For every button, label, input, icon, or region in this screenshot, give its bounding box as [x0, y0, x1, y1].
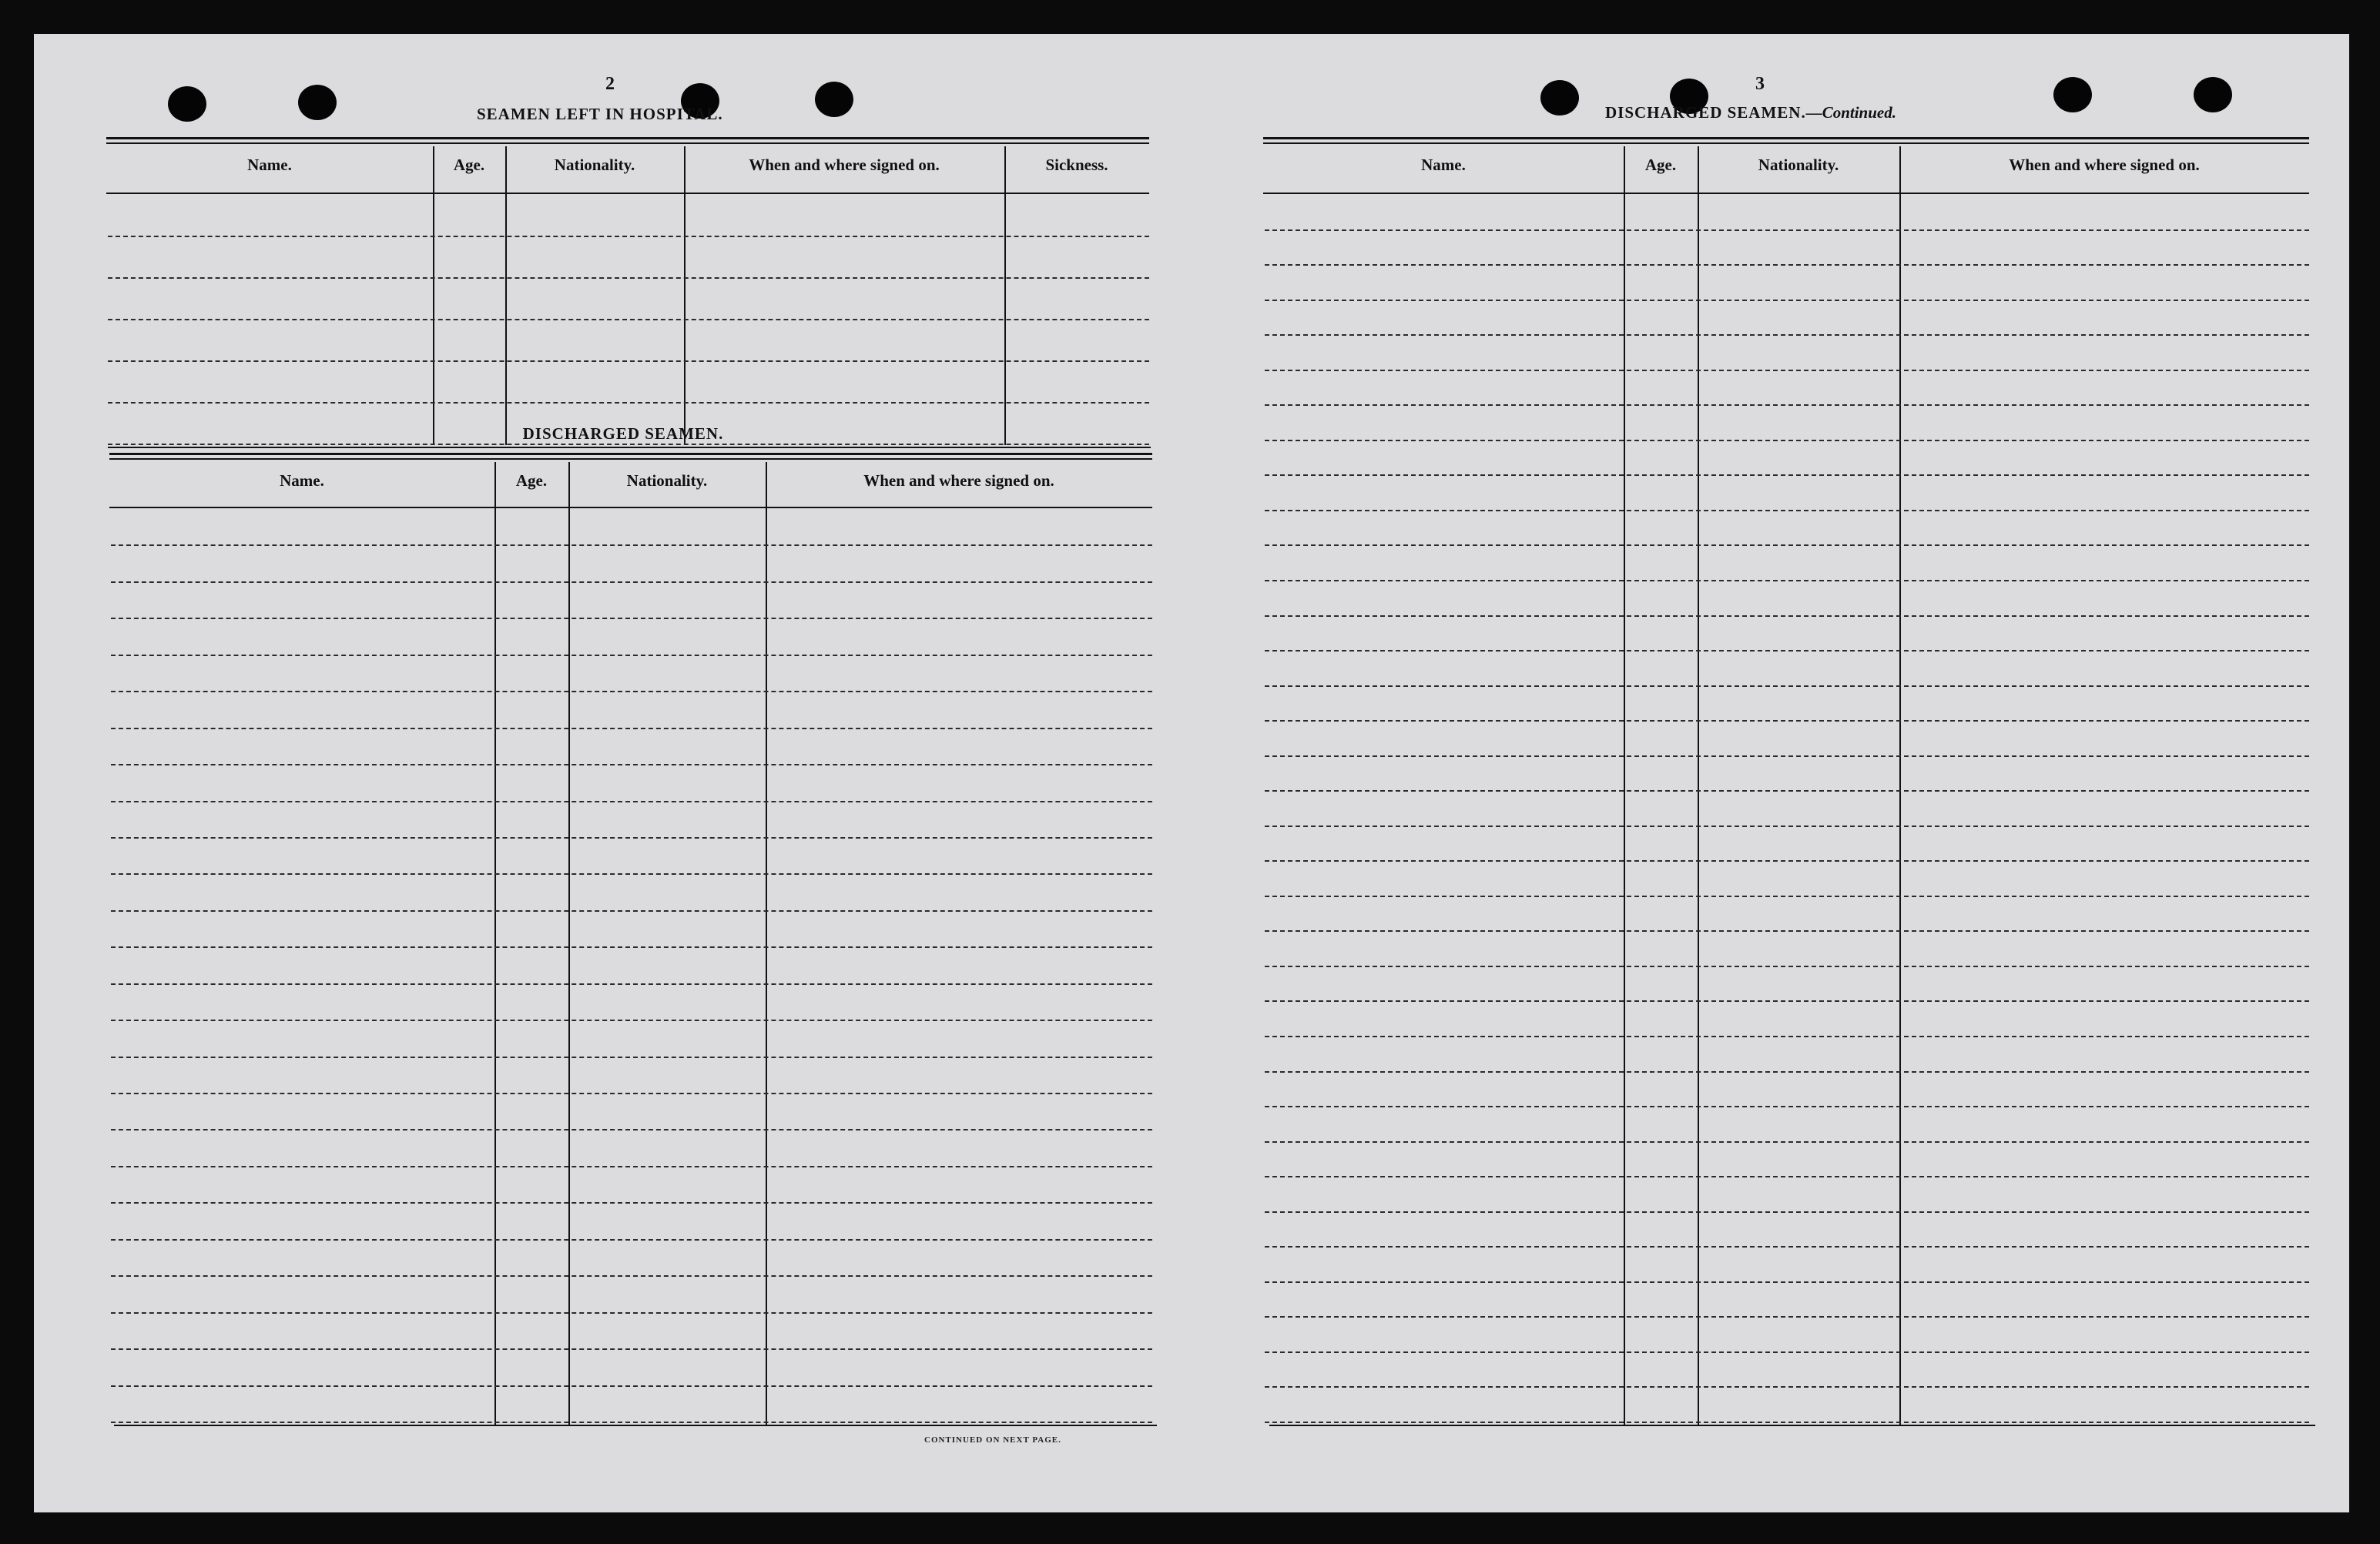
blank-entry-line: [1265, 790, 2309, 792]
hospital-col-divider: [1004, 146, 1006, 445]
hospital-header-name: Name.: [247, 156, 292, 174]
blank-entry-line: [1265, 1211, 2309, 1213]
blank-entry-line: [1265, 860, 2309, 862]
discharged-col-divider: [568, 462, 570, 1425]
blank-entry-line: [1265, 1106, 2309, 1107]
right-section-title-main: DISCHARGED SEAMEN.: [1605, 103, 1806, 122]
blank-entry-line: [1265, 334, 2309, 336]
blank-entry-line: [111, 655, 1152, 656]
blank-entry-line: [1265, 300, 2309, 301]
punch-hole: [298, 85, 337, 120]
blank-entry-line: [1265, 474, 2309, 476]
blank-entry-line: [1265, 826, 2309, 827]
blank-entry-line: [1265, 615, 2309, 617]
blank-entry-line: [1265, 720, 2309, 722]
blank-entry-line: [1265, 1176, 2309, 1177]
blank-entry-line: [111, 1385, 1152, 1387]
punch-hole: [815, 82, 853, 117]
blank-entry-line: [1265, 1036, 2309, 1037]
blank-entry-line: [111, 1057, 1152, 1058]
blank-entry-line: [111, 1129, 1152, 1130]
hospital-bottom-rule: [108, 447, 1151, 448]
discharged-header-nationality: Nationality.: [626, 471, 708, 490]
blank-entry-line: [111, 618, 1152, 619]
blank-entry-line: [111, 544, 1152, 546]
blank-entry-line: [111, 581, 1152, 583]
blank-entry-line: [111, 1020, 1152, 1021]
blank-entry-line: [1265, 440, 2309, 441]
blank-entry-line: [108, 444, 1149, 445]
blank-entry-line: [111, 983, 1152, 985]
right-section-title-suffix: —Continued.: [1805, 103, 1896, 122]
blank-entry-line: [1265, 1316, 2309, 1318]
hospital-header-sickness: Sickness.: [1045, 156, 1108, 174]
blank-entry-line: [111, 910, 1152, 912]
hospital-top-rule: [106, 137, 1149, 139]
punch-hole: [1540, 80, 1579, 116]
punch-hole: [2194, 77, 2232, 112]
blank-entry-line: [111, 1422, 1152, 1423]
blank-entry-line: [111, 1202, 1152, 1204]
hospital-header-rule: [106, 193, 1149, 194]
form-sheet: [34, 34, 2349, 1512]
punch-hole: [168, 86, 206, 122]
discharged-section-title: DISCHARGED SEAMEN.: [522, 424, 724, 443]
discharged-col-divider: [494, 462, 496, 1425]
right-header-age: Age.: [1644, 156, 1677, 174]
right-header-nationality: Nationality.: [1758, 156, 1839, 174]
blank-entry-line: [111, 1166, 1152, 1167]
blank-entry-line: [1265, 1071, 2309, 1073]
right-page-bottom-rule: [1269, 1425, 2315, 1426]
hospital-col-divider: [505, 146, 507, 445]
punch-hole: [2053, 77, 2092, 112]
blank-entry-line: [111, 691, 1152, 692]
blank-entry-line: [1265, 229, 2309, 231]
blank-entry-line: [108, 277, 1149, 279]
discharged-header-name: Name.: [280, 471, 324, 490]
blank-entry-line: [1265, 1386, 2309, 1388]
left-page-bottom-rule: [114, 1425, 1157, 1426]
blank-entry-line: [111, 1348, 1152, 1350]
right-header-name: Name.: [1421, 156, 1466, 174]
right-top-rule-inner: [1263, 142, 2309, 144]
blank-entry-line: [1265, 685, 2309, 687]
page-number-left: 2: [605, 74, 615, 94]
blank-entry-line: [111, 873, 1152, 875]
right-col-divider: [1624, 146, 1625, 1425]
hospital-header-signed-on: When and where signed on.: [749, 156, 940, 174]
continued-note: CONTINUED ON NEXT PAGE.: [924, 1435, 1061, 1445]
blank-entry-line: [111, 1312, 1152, 1314]
right-col-divider: [1698, 146, 1699, 1425]
blank-entry-line: [1265, 510, 2309, 511]
blank-entry-line: [1265, 1141, 2309, 1143]
discharged-header-signed-on: When and where signed on.: [863, 471, 1054, 490]
hospital-top-rule-inner: [106, 142, 1149, 144]
blank-entry-line: [1265, 966, 2309, 967]
page-number-right: 3: [1755, 74, 1765, 94]
blank-entry-line: [1265, 1246, 2309, 1248]
blank-entry-line: [111, 946, 1152, 948]
blank-entry-line: [111, 728, 1152, 729]
blank-entry-line: [1265, 1422, 2309, 1423]
hospital-col-divider: [433, 146, 434, 445]
blank-entry-line: [111, 764, 1152, 765]
discharged-header-age: Age.: [515, 471, 548, 490]
blank-entry-line: [1265, 755, 2309, 757]
blank-entry-line: [1265, 264, 2309, 266]
blank-entry-line: [108, 236, 1149, 237]
blank-entry-line: [1265, 404, 2309, 406]
blank-entry-line: [1265, 370, 2309, 371]
discharged-col-divider: [766, 462, 767, 1425]
blank-entry-line: [1265, 1351, 2309, 1353]
hospital-col-divider: [684, 146, 686, 445]
right-col-divider: [1899, 146, 1901, 1425]
blank-entry-line: [108, 360, 1149, 362]
blank-entry-line: [111, 1093, 1152, 1094]
blank-entry-line: [1265, 544, 2309, 546]
discharged-top-rule: [109, 453, 1152, 455]
right-section-title: [1605, 103, 1896, 122]
blank-entry-line: [1265, 896, 2309, 897]
blank-entry-line: [1265, 1000, 2309, 1002]
blank-entry-line: [1265, 580, 2309, 581]
blank-entry-line: [1265, 1281, 2309, 1283]
blank-entry-line: [108, 402, 1149, 404]
right-header-signed-on: When and where signed on.: [2009, 156, 2200, 174]
hospital-header-age: Age.: [453, 156, 485, 174]
blank-entry-line: [111, 1275, 1152, 1277]
hospital-section-title: SEAMEN LEFT IN HOSPITAL.: [477, 105, 723, 123]
right-header-rule: [1263, 193, 2309, 194]
blank-entry-line: [111, 1239, 1152, 1241]
blank-entry-line: [111, 801, 1152, 802]
discharged-header-rule: [109, 507, 1152, 508]
hospital-header-nationality: Nationality.: [554, 156, 635, 174]
blank-entry-line: [1265, 650, 2309, 651]
blank-entry-line: [108, 319, 1149, 320]
right-top-rule: [1263, 137, 2309, 139]
blank-entry-line: [1265, 930, 2309, 932]
blank-entry-line: [111, 837, 1152, 839]
discharged-top-rule-inner: [109, 458, 1152, 460]
